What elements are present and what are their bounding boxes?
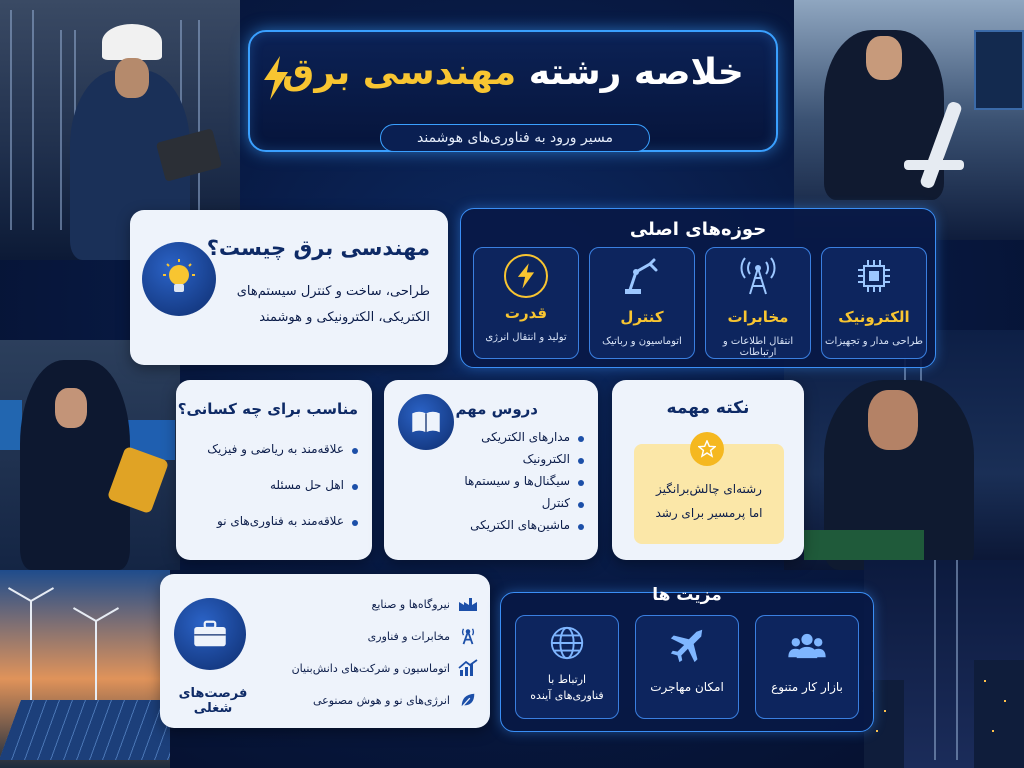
job-item-label: مخابرات و فناوری — [367, 629, 450, 643]
photo-telecom-tower-city — [864, 560, 1024, 768]
advantage-tile-immigration[interactable] — [635, 615, 739, 719]
what-is-card — [130, 210, 448, 365]
job-item-label: انرژی‌های نو و هوش مصنوعی — [313, 693, 450, 707]
courses-card — [384, 380, 598, 560]
photo-wind-solar — [0, 570, 170, 768]
advantages-panel — [500, 585, 874, 732]
course-item: مدارهای الکتریکی — [414, 430, 584, 444]
suitable-item: علاقه‌مند به ریاضی و فیزیک — [188, 442, 358, 456]
note-line1: رشته‌ای چالش‌برانگیز — [656, 482, 762, 496]
job-item — [264, 684, 478, 716]
suitable-item: اهل حل مسئله — [188, 478, 358, 492]
course-item: کنترل — [414, 496, 584, 510]
jobs-list — [264, 588, 478, 716]
note-line2: اما پرمسیر برای رشد — [655, 506, 763, 520]
note-box — [634, 444, 784, 544]
advantages-title: مزیت ها — [652, 585, 722, 605]
jobs-card — [160, 574, 490, 728]
field-name-power: قدرت — [504, 304, 548, 322]
page-title-part1: خلاصه رشته — [528, 52, 744, 93]
job-item-label: نیروگاه‌ها و صنایع — [371, 597, 450, 611]
note-card — [612, 380, 804, 560]
course-item: سیگنال‌ها و سیستم‌ها — [414, 474, 584, 488]
advantage-label: ارتباط با فناوری‌های آینده — [530, 673, 604, 702]
jobs-title: فرصت‌های شغلی — [178, 686, 248, 716]
suitable-card — [176, 380, 372, 560]
courses-title: دروس مهم — [455, 400, 538, 418]
robot-arm-icon — [622, 256, 662, 296]
people-icon — [788, 632, 826, 660]
advantage-label: امکان مهاجرت — [650, 680, 724, 694]
what-is-title: مهندسی برق چیست؟ — [206, 236, 430, 260]
field-desc-control: اتوماسیون و رباتیک — [602, 336, 682, 347]
field-tile-telecom[interactable] — [705, 247, 811, 359]
what-is-line1: طراحی، ساخت و کنترل سیستم‌های — [236, 284, 430, 299]
what-is-line2: الکتریکی، الکترونیکی و هوشمند — [259, 310, 430, 325]
antenna-icon — [738, 256, 778, 296]
photo-woman-multimeter — [0, 340, 180, 570]
field-tile-electronics[interactable] — [821, 247, 927, 359]
photo-robot-engineer — [794, 0, 1024, 240]
job-item — [264, 652, 478, 684]
tower-icon — [458, 627, 478, 645]
field-desc-electronics: طراحی مدار و تجهیزات — [825, 336, 923, 347]
lightbulb-icon — [142, 242, 216, 316]
field-tile-power[interactable] — [473, 247, 579, 359]
globe-icon — [548, 624, 586, 662]
job-item-label: اتوماسیون و شرکت‌های دانش‌بنیان — [291, 661, 450, 675]
course-item: الکترونیک — [414, 452, 584, 466]
briefcase-icon — [174, 598, 246, 670]
leaf-icon — [458, 691, 478, 709]
bolt-icon — [504, 254, 548, 298]
suitable-item: علاقه‌مند به فناوری‌های نو — [188, 514, 358, 528]
field-tile-control[interactable] — [589, 247, 695, 359]
main-fields-panel — [460, 208, 936, 368]
note-title: نکته مهمه — [666, 398, 750, 418]
advantage-tile-job-market[interactable] — [755, 615, 859, 719]
chart-up-icon — [458, 659, 478, 677]
factory-icon — [458, 596, 478, 612]
field-name-electronics: الکترونیک — [838, 308, 910, 326]
course-item: ماشین‌های الکتریکی — [414, 518, 584, 532]
main-fields-title: حوزه‌های اصلی — [629, 219, 767, 240]
star-icon — [690, 432, 724, 466]
job-item — [264, 620, 478, 652]
title-banner — [248, 30, 778, 152]
field-name-control: کنترل — [620, 308, 664, 326]
chip-icon — [854, 256, 894, 296]
advantage-tile-future-tech[interactable] — [515, 615, 619, 719]
page-title-part2: مهندسی برق — [282, 52, 517, 93]
airplane-icon — [668, 626, 706, 664]
field-name-telecom: مخابرات — [727, 308, 789, 326]
page-subtitle: مسیر ورود به فناوری‌های هوشمند — [380, 124, 650, 152]
job-item — [264, 588, 478, 620]
advantage-label: بازار کار متنوع — [771, 680, 843, 694]
field-desc-power: تولید و انتقال انرژی — [485, 332, 567, 343]
page-title — [250, 52, 776, 93]
field-desc-telecom: انتقال اطلاعات و ارتباطات — [722, 336, 794, 358]
suitable-title: مناسب برای چه کسانی؟ — [177, 400, 358, 418]
